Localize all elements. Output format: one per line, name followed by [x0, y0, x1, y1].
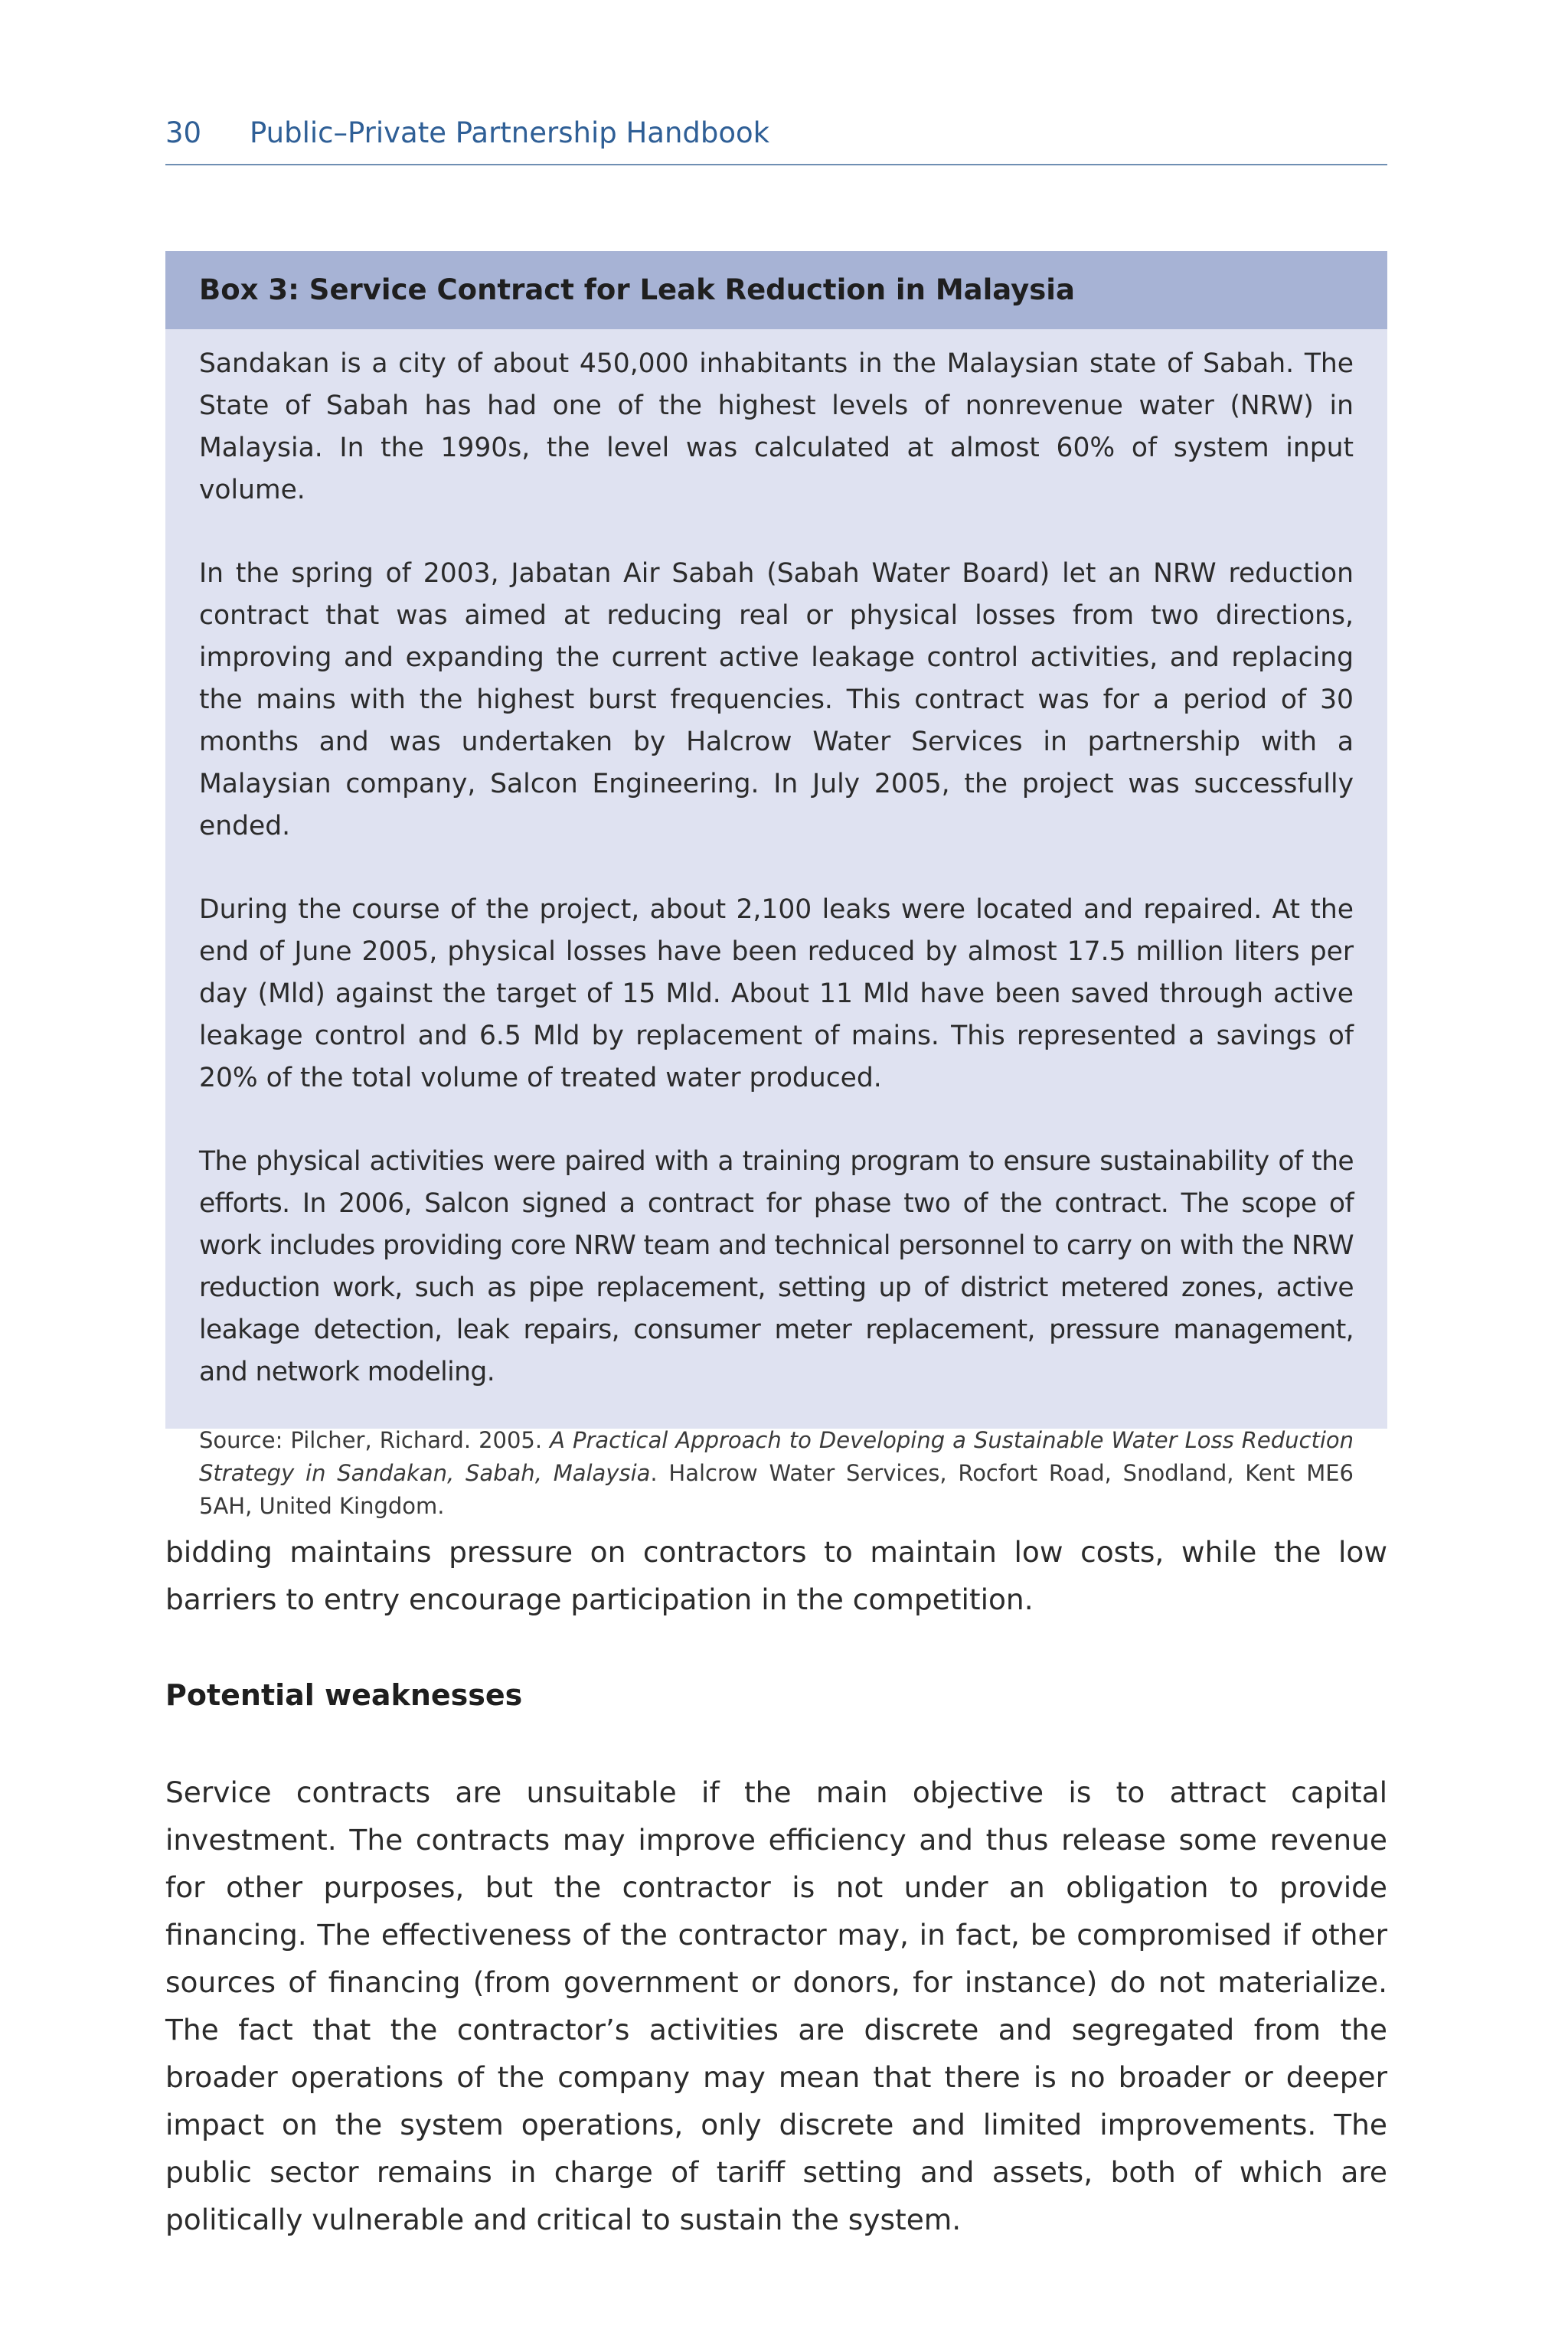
source-prefix: Source: Pilcher, Richard. 2005.	[199, 1427, 550, 1453]
page-number: 30	[165, 116, 202, 149]
weakness-block	[165, 1769, 1387, 2243]
box-paragraph-1: Sandakan is a city of about 450,000 inhabitants in the Malaysian state of Sabah. The State of Sabah has had one of the highest levels of nonrevenue water (NRW) in Malaysia. In the 1990s, the level was calculated at almost 60% of system input volume.	[199, 348, 1354, 505]
running-header	[165, 112, 1387, 165]
box-paragraph-3: During the course of the project, about 2,100 leaks were located and repaired. At the end of June 2005, physical losses have been reduced by almost 17.5 million liters per day (Mld) against the target of 15 Mld. About 11 Mld have been saved through active leakage control and 6.5 Mld by replacement of mains. This represented a savings of 20% of the total volume of treated water produced.	[199, 894, 1354, 1093]
continuation-block	[165, 1528, 1387, 1623]
weakness-paragraph: Service contracts are unsuitable if the main objective is to attract capital investment. The contracts may improve efficiency and thus release some revenue for other purposes, but the contractor is not under an obligation to provide financing. The effectiveness of the contractor may, in fact, be compromised if other sources of financing (from government or donors, for instance) do not materialize. The fact that the contractor’s activities are discrete and segregated from the broader operations of the company may mean that there is no broader or deeper impact on the system operations, only discrete and limited improvements. The public sector remains in charge of tariff setting and assets, both of which are politically vulnerable and critical to sustain the system.	[165, 1775, 1387, 2236]
continuation-paragraph: bidding maintains pressure on contractors to maintain low costs, while the low barriers to entry encourage participation in the competition.	[165, 1535, 1387, 1616]
source-title: A Practical Approach to Developing a Sustainable Water Loss Reduction Strategy in Sandakan, Sabah, Malaysia	[199, 1427, 1354, 1486]
box-source-citation	[199, 1424, 1354, 1523]
section-heading: Potential weaknesses	[165, 1678, 523, 1712]
box-title: Box 3: Service Contract for Leak Reduction in Malaysia	[165, 251, 1387, 329]
box-body	[165, 329, 1387, 1523]
sidebar-box	[165, 251, 1387, 1519]
box-paragraph-2: In the spring of 2003, Jabatan Air Sabah (Sabah Water Board) let an NRW reduction contract that was aimed at reducing real or physical losses from two directions, improving and expanding the current active leakage control activities, and replacing the mains with the highest burst frequencies. This contract was for a period of 30 months and was undertaken by Halcrow Water Services in partnership with a Malaysian company, Salcon Engineering. In July 2005, the project was successfully ended.	[199, 558, 1354, 841]
box-paragraph-4: The physical activities were paired with a training program to ensure sustainability of the efforts. In 2006, Salcon signed a contract for phase two of the contract. The scope of work includes providing core NRW team and technical personnel to carry on with the NRW reduction work, such as pipe replacement, setting up of district metered zones, active leakage detection, leak repairs, consumer meter replacement, pressure management, and network modeling.	[199, 1146, 1354, 1387]
running-title: Public–Private Partnership Handbook	[250, 116, 770, 149]
heading-block	[165, 1672, 1387, 1718]
source-suffix: . Halcrow Water Services, Rocfort Road, Snodland, Kent ME6 5AH, United Kingdom.	[199, 1460, 1354, 1519]
